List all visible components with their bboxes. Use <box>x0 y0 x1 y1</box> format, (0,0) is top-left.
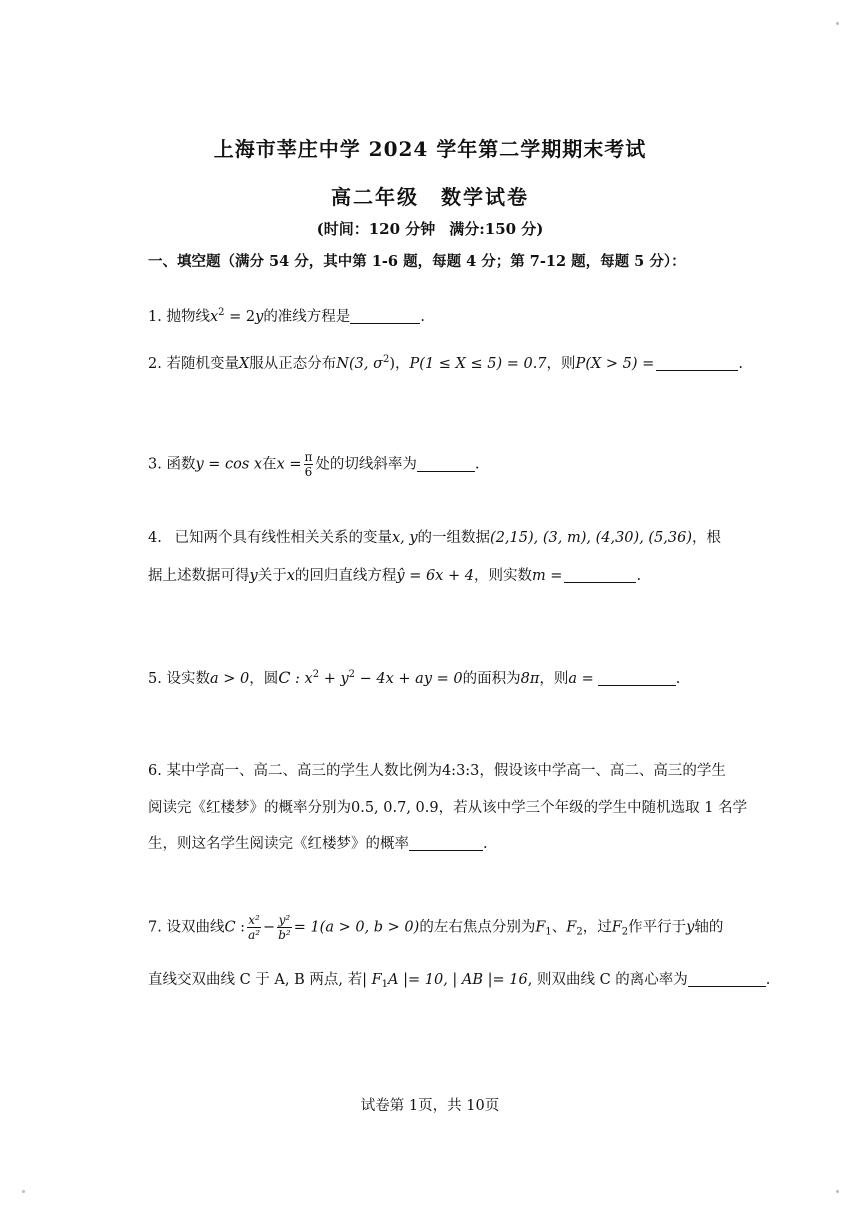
question-7-line-1 <box>148 913 723 942</box>
math-exponent: 2 <box>382 354 390 365</box>
question-text: ，则 <box>546 356 576 372</box>
math-data: (2,15), (3, m), (4,30), (5,36) <box>490 530 693 546</box>
math-dist: N <box>336 356 349 372</box>
fraction <box>304 450 314 479</box>
question-number: 5. <box>148 671 162 687</box>
question-text: ，根 <box>692 530 722 546</box>
exam-title: 上海市莘庄中学 2024 学年第二学期期末考试 <box>213 137 647 161</box>
math-exponent: 2 <box>312 669 320 680</box>
question-text: 设双曲线 <box>166 919 225 936</box>
question-text: 函数 <box>166 456 196 473</box>
question-end: . <box>765 972 771 988</box>
question-text: ，假设该中学高一、高二、高三的学生 <box>479 763 726 779</box>
question-number: 3. <box>148 456 162 473</box>
question-text: 处的切线斜率为 <box>315 456 417 473</box>
math-ratio: 4:3:3 <box>441 763 480 779</box>
question-text: 的左右焦点分别为 <box>419 919 536 936</box>
answer-blank <box>350 309 420 324</box>
question-3 <box>148 450 480 479</box>
math-eq: + y <box>319 671 349 687</box>
question-text: 生，则这名学生阅读完《红楼梦》的概率 <box>148 836 409 852</box>
question-text: 设实数 <box>166 671 210 687</box>
scan-speck <box>836 1190 839 1193</box>
question-text: , 则双曲线 C 的离心率为 <box>527 972 688 988</box>
separator: 、 <box>551 919 567 936</box>
exam-subtitle <box>0 181 860 210</box>
math-exponent: 2 <box>218 307 225 318</box>
question-2 <box>148 354 743 374</box>
question-text: 若随机变量 <box>166 356 239 372</box>
math-var: X <box>238 356 250 372</box>
question-text: 的回归直线方程 <box>294 568 397 584</box>
answer-blank <box>417 457 475 472</box>
math-condition: | F <box>362 972 382 988</box>
question-end: . <box>738 356 743 372</box>
question-end: . <box>636 568 642 584</box>
exam-time: (时间：120 分钟 <box>316 220 436 238</box>
question-number: 4. <box>148 530 162 546</box>
section-heading: 一、填空题（满分 54 分，其中第 1-6 题，每题 4 分；第 7-12 题，每题 5 分）： <box>148 253 686 270</box>
fraction-y <box>277 913 292 942</box>
scan-speck <box>22 1190 25 1193</box>
math-eq: − 4x + ay = 0 <box>355 671 463 687</box>
question-text: 的准线方程是 <box>263 309 351 325</box>
math-c: C <box>224 919 236 936</box>
math-subscript: 1 <box>545 926 552 938</box>
question-text: ，则实数 <box>473 568 532 584</box>
fraction-numerator: π <box>304 450 313 464</box>
math-vars: x, y <box>391 530 418 546</box>
question-number: 6. <box>148 763 162 779</box>
answer-blank <box>409 836 483 851</box>
math-subscript: 2 <box>576 926 583 938</box>
question-text: 抛物线 <box>166 309 210 325</box>
answer-blank <box>564 568 636 583</box>
math-circle-c: C <box>278 668 291 687</box>
fraction-denominator: b² <box>278 928 291 942</box>
math-x: x <box>209 309 219 325</box>
math-exponent: 2 <box>348 669 356 680</box>
question-6-line-1 <box>148 761 726 781</box>
question-end: . <box>420 309 425 325</box>
math-prob: P <box>575 356 586 372</box>
question-text: 关于 <box>257 568 287 584</box>
math-x-eq: x = <box>276 456 302 473</box>
exam-score: 满分:150 分) <box>449 220 544 238</box>
question-end: . <box>483 836 488 852</box>
math-area: 8π <box>520 671 540 687</box>
question-text: ，则 <box>539 671 569 687</box>
math-y: y <box>249 568 258 584</box>
math-m: m = <box>531 568 563 584</box>
math-prob-args: (X > 5) = <box>585 356 655 372</box>
question-text: ，过 <box>582 919 612 936</box>
question-text: 轴的 <box>694 919 724 936</box>
math-f2: F <box>566 919 577 936</box>
math-prob-args: (1 ≤ X ≤ 5) = 0.7 <box>419 356 547 372</box>
answer-blank <box>656 356 738 371</box>
math-prob: P <box>409 356 420 372</box>
question-end: . <box>675 671 681 687</box>
math-y: y <box>255 309 264 325</box>
question-text: 直线交双曲线 C 于 A, B 两点, 若 <box>148 972 363 988</box>
math-subscript: 2 <box>621 926 629 938</box>
math-regression: ŷ = 6x + 4 <box>396 568 474 584</box>
question-6-line-2 <box>148 798 747 818</box>
subject-label: 数学试卷 <box>441 185 529 209</box>
question-text: 的一组数据 <box>417 530 491 546</box>
answer-blank <box>598 671 676 686</box>
question-text: ， <box>395 356 410 372</box>
question-text: ，若从该中学三个年级的学生中随机选取 1 名学 <box>438 800 748 816</box>
question-text: ，圆 <box>249 671 279 687</box>
math-probs: 0.5, 0.7, 0.9 <box>351 800 439 816</box>
question-end: . <box>474 456 480 473</box>
question-5 <box>148 668 680 689</box>
scan-speck <box>836 22 839 25</box>
question-number: 2. <box>148 356 162 372</box>
question-number: 1. <box>148 309 162 325</box>
question-6-line-3 <box>148 834 488 854</box>
question-text: 已知两个具有线性相关关系的变量 <box>174 530 392 546</box>
question-4-line-2 <box>148 566 641 586</box>
fraction-x <box>247 913 261 942</box>
math-colon: : <box>235 919 246 936</box>
question-text: 某中学高一、高二、高三的学生人数比例为 <box>166 763 442 779</box>
question-text: 作平行于 <box>628 919 687 936</box>
fraction-denominator: 6 <box>304 465 313 479</box>
fraction-numerator: x² <box>248 913 260 927</box>
math-dist-args: (3, σ <box>348 356 383 372</box>
question-text: 据上述数据可得 <box>148 568 250 584</box>
math-x: x <box>286 568 295 584</box>
answer-blank <box>688 972 766 987</box>
question-text: 阅读完《红楼梦》的概率分别为 <box>148 800 351 816</box>
math-f1: F <box>535 919 546 936</box>
question-text: 服从正态分布 <box>249 356 337 372</box>
math-eq: : x <box>290 671 313 687</box>
question-text: 的面积为 <box>462 671 521 687</box>
math-eq: = 2 <box>224 309 256 325</box>
math-dist-close: ) <box>389 356 396 372</box>
math-minus: − <box>263 919 276 936</box>
math-condition: = 1(a > 0, b > 0) <box>293 919 420 936</box>
page-footer: 试卷第 1页，共 10页 <box>360 1098 500 1114</box>
math-condition: A |= 10, | AB |= 16 <box>388 972 528 988</box>
math-a-eq: a = <box>568 671 594 687</box>
math-f2: F <box>611 919 622 936</box>
question-1 <box>148 307 425 327</box>
math-a-positive: a > 0 <box>209 671 250 687</box>
question-7-line-2 <box>148 970 770 990</box>
math-subscript: 1 <box>381 979 389 990</box>
math-y: y <box>686 919 695 936</box>
math-function: y = cos x <box>195 456 263 473</box>
question-number: 7. <box>148 919 162 936</box>
fraction-numerator: y² <box>278 913 291 927</box>
grade-label: 高二年级 <box>331 185 419 209</box>
exam-info <box>0 218 860 239</box>
question-text: 在 <box>262 456 277 473</box>
fraction-denominator: a² <box>248 928 261 942</box>
question-4-line-1 <box>148 528 721 548</box>
